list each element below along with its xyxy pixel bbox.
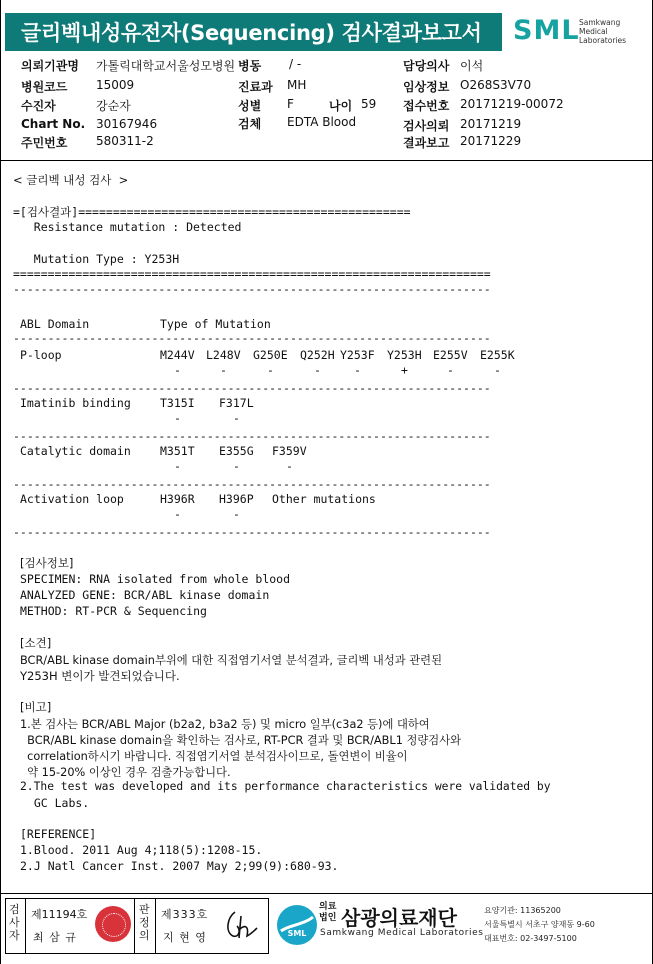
clinical-label: 임상정보 (403, 80, 450, 94)
mutation-type-line: Mutation Type : Y253H (13, 252, 180, 266)
org-prefix: 의료법인 (319, 902, 337, 923)
sml-logo (513, 15, 643, 51)
approver-label: 판정의 (139, 903, 150, 942)
mutation-result: - (174, 363, 181, 377)
mutation-name: H396P (219, 492, 254, 506)
chart-value: 30167946 (96, 117, 158, 131)
org-address: 서울특별시 서초구 양재동 9-60 (484, 920, 595, 929)
opinion-line-1: BCR/ABL kinase domain부위에 대한 직접염기서열 분석결과, 글리벡 내성과 관련된 (20, 654, 443, 667)
specimen-value: EDTA Blood (287, 115, 357, 129)
report-date-value: 20171229 (460, 134, 522, 148)
mutation-name: M351T (160, 444, 195, 458)
remark-line: 약 15-20% 이상인 경우 검출가능합니다. (20, 766, 231, 779)
approver-license: 제333호 (161, 908, 209, 921)
receipt-value: 20171219-00072 (460, 97, 564, 111)
org-english-name: Samkwang Medical Laboratories (320, 928, 484, 938)
mutation-result: - (494, 363, 501, 377)
mutation-name: E255K (480, 348, 515, 362)
remark-line: 2.The test was developed and its performance characteristics were validated by (20, 780, 551, 793)
org-code: 요양기관: 11365200 (484, 906, 561, 915)
mutation-result: - (220, 363, 227, 377)
mutation-name: Other mutations (272, 492, 376, 506)
institution-value: 가톨릭대학교서울성모병원 (96, 59, 236, 73)
reference-item: 2.J Natl Cancer Inst. 2007 May 2;99(9):680-93. (20, 859, 339, 873)
dash-rule: --------------------------------------------------------------------- (13, 525, 491, 539)
inspector-label: 검사자 (9, 903, 20, 942)
mutation-name: E255V (433, 348, 468, 362)
remark-line: GC Labs. (20, 796, 90, 810)
mutation-result: - (174, 507, 181, 521)
mutation-name: H396R (160, 492, 195, 506)
domain-name: Catalytic domain (20, 444, 131, 458)
opinion-header: [소견] (20, 636, 52, 650)
inspector-license: 제11194호 (31, 908, 88, 921)
mutation-result: - (233, 507, 240, 521)
reference-header: [REFERENCE] (20, 827, 97, 841)
mutation-result: - (233, 411, 240, 425)
mutation-result: - (314, 363, 321, 377)
mutation-result: - (354, 363, 361, 377)
institution-label: 의뢰기관명 (21, 59, 79, 73)
remark-line: correlation하시기 바랍니다. 직접염기서열 분석검사이므로, 돌연변이 비율이 (20, 750, 408, 763)
hospital-code-value: 15009 (96, 78, 135, 92)
dash-rule: --------------------------------------------------------------------- (13, 477, 491, 491)
double-rule: ===================================================================== (13, 267, 491, 281)
ward-label: 병동 (238, 59, 262, 73)
resistance-line: Resistance mutation : Detected (13, 220, 242, 234)
mutation-name: Q252H (300, 348, 335, 362)
mutation-name: M244V (160, 348, 195, 362)
domain-name: Activation loop (20, 492, 124, 506)
mutation-name: L248V (206, 348, 241, 362)
mutation-name: F317L (219, 396, 254, 410)
table-head-domain: ABL Domain (20, 317, 90, 331)
age-label: 나이 (329, 99, 353, 113)
dept-value: MH (287, 78, 307, 92)
hospital-code-label: 병원코드 (21, 80, 68, 94)
doctor-value: 이석 (460, 59, 484, 73)
specimen-label: 검체 (238, 117, 262, 131)
org-phone: 대표번호: 02-3497-5100 (484, 934, 577, 943)
inspector-name: 최 삼 규 (33, 931, 77, 944)
mutation-name: Y253F (340, 348, 375, 362)
patient-label: 수진자 (21, 99, 56, 113)
request-value: 20171219 (460, 117, 522, 131)
dash-rule: --------------------------------------------------------------------- (13, 282, 491, 296)
remark-line: BCR/ABL kinase domain을 확인하는 검사로, RT-PCR 결과 및 BCR/ABL1 정량검사와 (20, 734, 462, 747)
sml-logo-subtext: Samkwang Medical Laboratories (579, 18, 627, 45)
mutation-result: - (174, 459, 181, 473)
approver-name: 지 현 영 (163, 931, 207, 944)
mutation-result: - (174, 411, 181, 425)
report-title: 글리벡내성유전자(Sequencing) 검사결과보고서 (21, 21, 482, 45)
mutation-name: E355G (219, 444, 254, 458)
age-value: 59 (361, 97, 377, 111)
handwritten-signature (221, 906, 261, 944)
mutation-result: - (286, 459, 293, 473)
mutation-name: F359V (272, 444, 307, 458)
domain-name: P-loop (20, 348, 62, 362)
table-head-type: Type of Mutation (160, 317, 271, 331)
method-line: METHOD: RT-PCR & Sequencing (20, 604, 207, 618)
mutation-name: G250E (253, 348, 288, 362)
dash-rule: --------------------------------------------------------------------- (13, 331, 491, 345)
dept-label: 진료과 (238, 80, 273, 94)
header-divider (1, 160, 652, 161)
svg-text:SML: SML (287, 929, 307, 938)
test-name: < 글리벡 내성 검사 > (13, 173, 129, 187)
specimen-line: SPECIMEN: RNA isolated from whole blood (20, 572, 291, 586)
report-date-label: 결과보고 (403, 136, 450, 150)
mutation-result: + (401, 363, 408, 377)
mutation-result: - (447, 363, 454, 377)
sex-label: 성별 (238, 99, 262, 113)
sex-value: F (287, 97, 294, 111)
reference-item: 1.Blood. 2011 Aug 4;118(5):1208-15. (20, 843, 263, 857)
remark-header: [비고] (20, 700, 52, 714)
mutation-result: - (267, 363, 274, 377)
request-label: 검사의뢰 (403, 119, 450, 133)
patient-value: 강순자 (96, 99, 131, 113)
mutation-result: - (233, 459, 240, 473)
clinical-value: O268S3V70 (460, 78, 532, 92)
dash-rule: --------------------------------------------------------------------- (13, 429, 491, 443)
ward-value: / - (289, 57, 302, 71)
rrn-label: 주민번호 (21, 136, 68, 150)
result-header: =[검사결과]================================================ (13, 205, 411, 219)
seal-stamp (95, 906, 131, 942)
mutation-name: Y253H (387, 348, 422, 362)
receipt-label: 접수번호 (403, 99, 450, 113)
footer-divider (1, 893, 652, 894)
chart-label: Chart No. (21, 117, 86, 131)
rrn-value: 580311-2 (96, 134, 154, 148)
samkwang-logo-icon (275, 903, 319, 947)
org-name: 삼광의료재단 (341, 906, 457, 930)
mutation-name: T315I (160, 396, 195, 410)
sml-logo-text: SML (513, 15, 580, 46)
remark-line: 1.본 검사는 BCR/ABL Major (b2a2, b3a2 등) 및 micro 일부(c3a2 등)에 대하여 (20, 718, 430, 731)
opinion-line-2: Y253H 변이가 발견되었습니다. (20, 669, 180, 683)
doctor-label: 담당의사 (403, 59, 450, 73)
dash-rule: --------------------------------------------------------------------- (13, 381, 491, 395)
domain-name: Imatinib binding (20, 396, 131, 410)
test-info-header: [검사정보] (20, 556, 74, 570)
gene-line: ANALYZED GENE: BCR/ABL kinase domain (20, 588, 270, 602)
report-title-bar (5, 13, 502, 51)
